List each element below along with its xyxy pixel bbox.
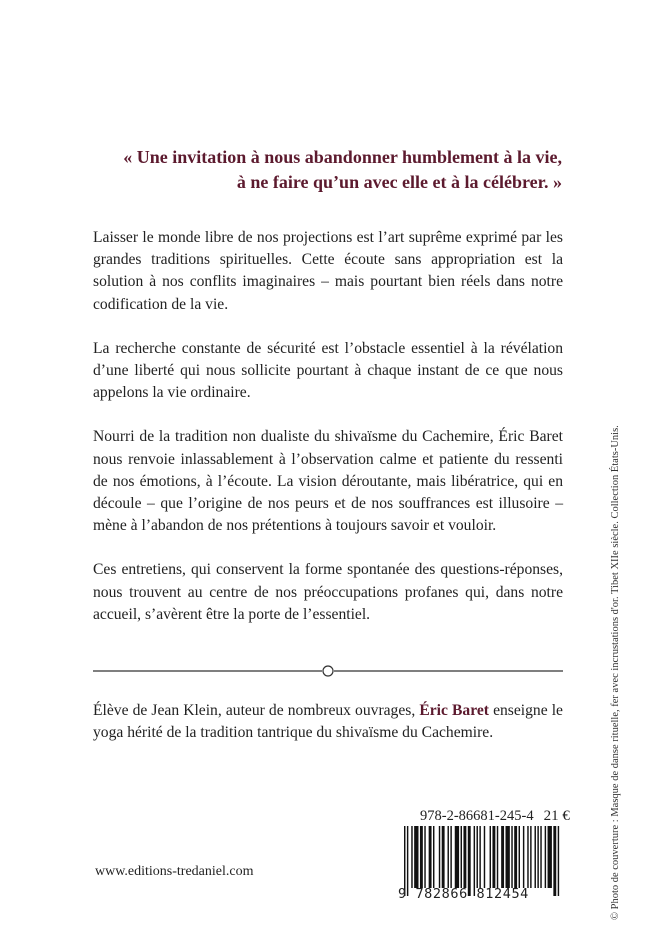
barcode-bar [540, 826, 541, 888]
barcode-bar [497, 826, 498, 888]
barcode-bar [537, 826, 538, 888]
ornamental-divider [93, 664, 563, 678]
barcode-bar [461, 826, 462, 888]
pull-quote [123, 145, 562, 195]
barcode-bar [484, 826, 485, 888]
barcode-bar [545, 826, 546, 888]
barcode-bar [439, 826, 440, 888]
barcode-bar [477, 826, 478, 888]
barcode-bar [455, 826, 459, 888]
divider-circle-icon [323, 666, 333, 676]
pull-quote-line-2: à ne faire qu’un avec elle et à la célébrer. » [236, 172, 562, 192]
pull-quote-line-1: « Une invitation à nous abandonner humblement à la vie, [123, 147, 562, 167]
barcode-bar [501, 826, 504, 888]
blurb-paragraph-4: Ces entretiens, qui conservent la forme spontanée des questions-réponses, nous trouvent au centre de nos préoccupations profanes qui, dans notre accueil, s’avèrent être la porte de l’essentiel. [93, 561, 563, 623]
isbn-price-line [420, 808, 568, 825]
barcode-bar [424, 826, 425, 888]
barcode-bar [463, 826, 466, 888]
barcode-bar [514, 826, 517, 888]
blurb-text [93, 227, 563, 648]
barcode-bar [506, 826, 510, 888]
publisher-website: www.editions-tredaniel.com [95, 864, 254, 879]
barcode-bar [523, 826, 524, 888]
barcode-bar [479, 826, 480, 888]
author-name: Éric Baret [419, 702, 489, 719]
barcode-bar [490, 826, 491, 888]
barcode-bar [442, 826, 445, 888]
author-bio [93, 700, 563, 744]
cover-photo-credit: © Photo de couverture : Masque de danse rituelle, fer avec incrustations d'or. Tibet XIIe siècle. Collection États-Unis. [610, 425, 621, 920]
barcode-bar [411, 826, 412, 888]
author-bio-intro: Élève de Jean Klein, auteur de nombreux ouvrages, [93, 702, 420, 719]
barcode-bar [450, 826, 451, 888]
barcode-bar [420, 826, 423, 888]
barcode-bar [492, 826, 495, 888]
blurb-paragraph-1: Laisser le monde libre de nos projections est l’art suprême exprimé par les grandes traditions spirituelles. Cette écoute sans appropriation est la solution à nos conflits imaginaires – mais pourtant bien réels dans notre codification de la vie. [93, 229, 563, 313]
barcode-bar [511, 826, 512, 888]
barcode-bar [448, 826, 449, 888]
price: 21 € [543, 808, 570, 824]
author-bio-rest: enseigne le yoga hérité de la tradition tantrique du shivaïsme du Cachemire. [93, 702, 563, 742]
barcode-bar [527, 826, 528, 888]
isbn: 978-2-86681-245-4 [420, 808, 534, 824]
barcode-bar [530, 826, 531, 888]
barcode-digits: 9 782866 812454 [398, 886, 529, 902]
barcode-bar [548, 826, 552, 888]
blurb-paragraph-2: La recherche constante de sécurité est l’obstacle essentiel à la révélation d’une liberté qui nous sollicite pourtant à chaque instant de ce que nous appelons la vie ordinaire. [93, 339, 563, 402]
blurb-paragraph-3: Nourri de la tradition non dualiste du shivaïsme du Cachemire, Éric Baret nous renvoie inlassablement à l’observation calme et patiente du ressenti de nos émotions, à l’écoute. La vision déroutante, mais libératrice, qui en découle – que l’origine de nos peurs et de nos souffrances est illusoire – mène à l’abandon de nos prétentions à toujours savoir et vouloir. [93, 428, 563, 535]
barcode-bar [519, 826, 520, 888]
barcode-bar [414, 826, 418, 888]
barcode-bar [535, 826, 536, 888]
barcode-bar [429, 826, 432, 888]
barcode-bar [433, 826, 434, 888]
